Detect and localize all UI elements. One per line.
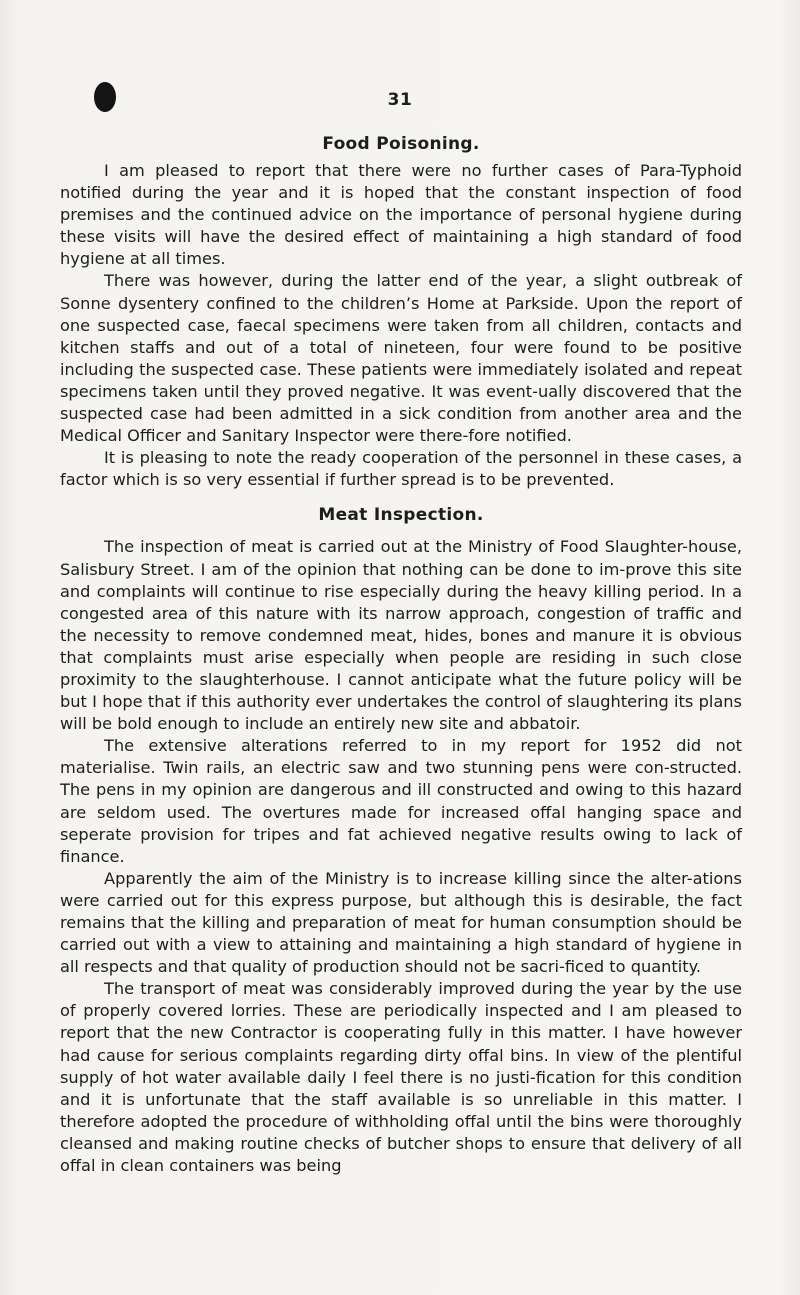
heading-meat-inspection: Meat Inspection.: [318, 505, 484, 526]
page-number: 31: [387, 90, 413, 110]
paragraph: There was however, during the latter end of the year, a slight outbreak of Sonne dysentery confined to the children’s Home at Parkside. Upon the report of one suspected case, faecal specimens were taken from all children, contacts and kitchen staffs and out of a total of nineteen, four were found to be positive including the suspected case. These patients were immediately isolated and repeat specimens taken until they proved negative. It was event-ually discovered that the suspected case had been admitted in a sick condition from another area and the Medical Officer and Sanitary Inspector were there-fore notified.: [60, 271, 742, 446]
paragraph: The extensive alterations referred to in my report for 1952 did not materialise. Twin rails, an electric saw and two stunning pens were con-structed. The pens in my opinion are dangerous and ill constructed and owing to this hazard are seldom used. The overtures made for increased offal hanging space and seperate provision for tripes and fat achieved negative results owing to lack of finance.: [60, 736, 742, 866]
paragraph: I am pleased to report that there were no further cases of Para-Typhoid notified during the year and it is hoped that the constant inspection of food premises and the continued advice on the importance of personal hygiene during these visits will have the desired effect of maintaining a high standard of food hygiene at all times.: [60, 161, 742, 269]
paragraph: Apparently the aim of the Ministry is to increase killing since the alter-ations were carried out for this express purpose, but although this is desirable, the fact remains that the killing and preparation of meat for human consumption should be carried out with a view to attaining and maintaining a high standard of hygiene in all respects and that quality of production should not be sacri-ficed to quantity.: [60, 868, 742, 977]
paragraph: The inspection of meat is carried out at the Ministry of Food Slaughter-house, Salisbury Street. I am of the opinion that nothing can be done to im-prove this site and complaints will continue to rise especially during the heavy killing period. In a congested area of this nature with its narrow approach, congestion of traffic and the necessity to remove condemned meat, hides, bones and manure it is obvious that complaints must arise especially when people are residing in such close proximity to the slaughterhouse. I cannot anticipate what the future policy will be but I hope that if this authority ever undertakes the control of slaughtering its plans will be bold enough to include an entirely new site and abbatoir.: [60, 537, 742, 734]
document-body: [60, 134, 742, 1177]
paragraph: The transport of meat was considerably improved during the year by the use of properly covered lorries. These are periodically inspected and I am pleased to report that the new Contractor is cooperating fully in this matter. I have however had cause for serious complaints regarding dirty offal bins. In view of the plentiful supply of hot water available daily I feel there is no justi-fication for this condition and it is unfortunate that the staff available is so unreliable in this matter. I therefore adopted the procedure of withholding offal until the bins were thoroughly cleansed and making routine checks of butcher shops to ensure that delivery of all offal in clean containers was being: [60, 979, 742, 1176]
heading-food-poisoning: Food Poisoning.: [322, 134, 480, 154]
paragraph: It is pleasing to note the ready cooperation of the personnel in these cases, a factor which is so very essential if further spread is to be prevented.: [60, 448, 742, 490]
